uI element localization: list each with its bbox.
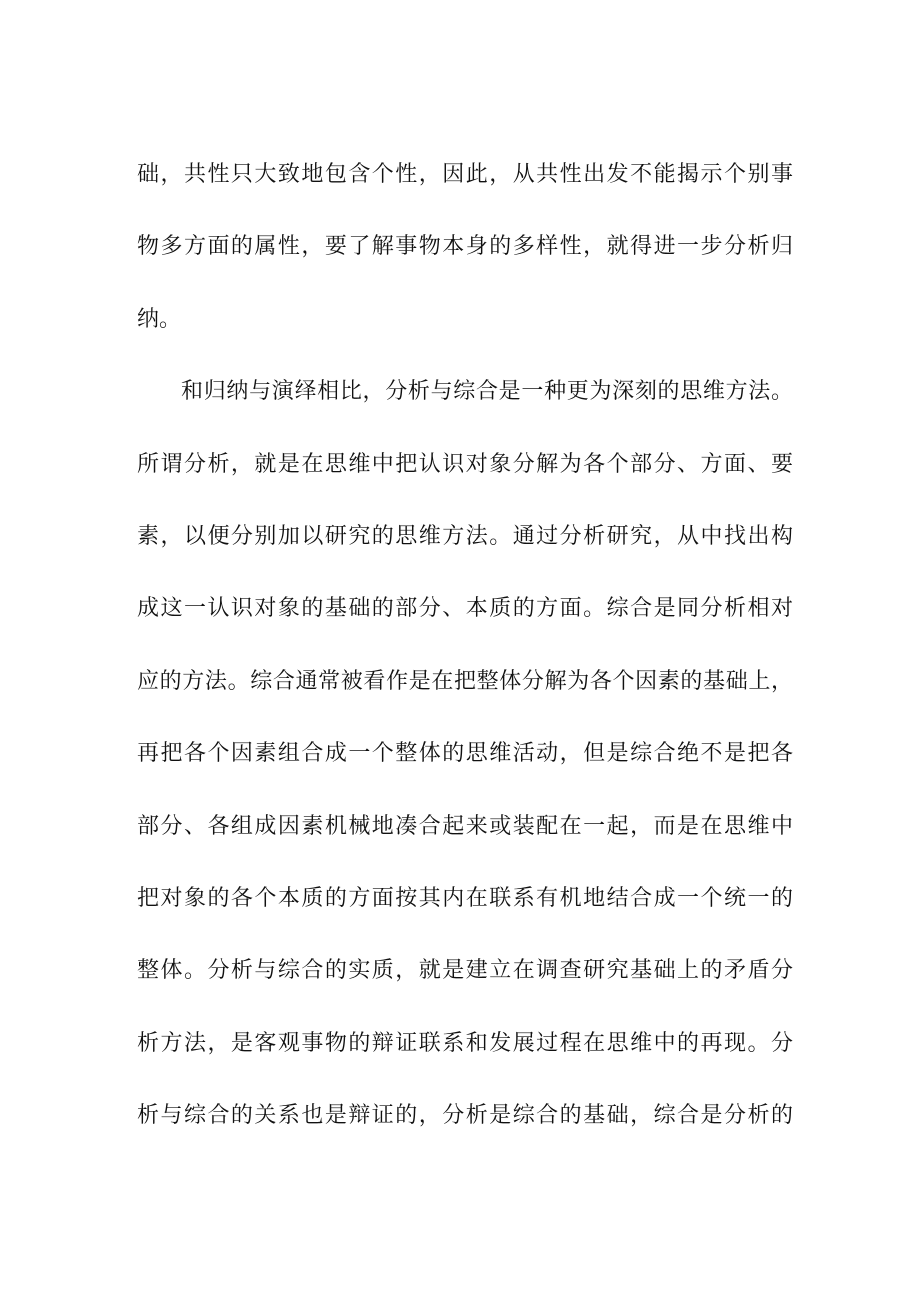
text-line: 成这一认识对象的基础的部分、本质的方面。综合是同分析相对 xyxy=(137,596,793,622)
text-line: 整体。分析与综合的实质，就是建立在调查研究基础上的矛盾分 xyxy=(137,958,793,984)
text-line: 应的方法。综合通常被看作是在把整体分解为各个因素的基础上， xyxy=(137,668,793,694)
text-line: 和归纳与演绎相比，分析与综合是一种更为深刻的思维方法。 xyxy=(181,379,793,405)
text-line: 把对象的各个本质的方面按其内在联系有机地结合成一个统一的 xyxy=(137,885,793,911)
text-line: 析与综合的关系也是辩证的，分析是综合的基础，综合是分析的 xyxy=(137,1103,793,1129)
text-line: 析方法，是客观事物的辩证联系和发展过程在思维中的再现。分 xyxy=(137,1030,793,1056)
text-line: 物多方面的属性，要了解事物本身的多样性，就得进一步分析归 xyxy=(137,234,793,260)
paragraph-2 xyxy=(137,356,793,1152)
text-line: 素，以便分别加以研究的思维方法。通过分析研究，从中找出构 xyxy=(137,523,793,549)
paragraph-1 xyxy=(137,139,793,356)
text-line: 部分、各组成因素机械地凑合起来或装配在一起，而是在思维中 xyxy=(137,813,793,839)
text-line: 纳。 xyxy=(137,306,182,332)
text-line: 所谓分析，就是在思维中把认识对象分解为各个部分、方面、要 xyxy=(137,451,793,477)
text-line: 础，共性只大致地包含个性，因此，从共性出发不能揭示个别事 xyxy=(137,162,793,187)
body-text xyxy=(137,139,793,1152)
text-line: 再把各个因素组合成一个整体的思维活动，但是综合绝不是把各 xyxy=(137,741,793,767)
